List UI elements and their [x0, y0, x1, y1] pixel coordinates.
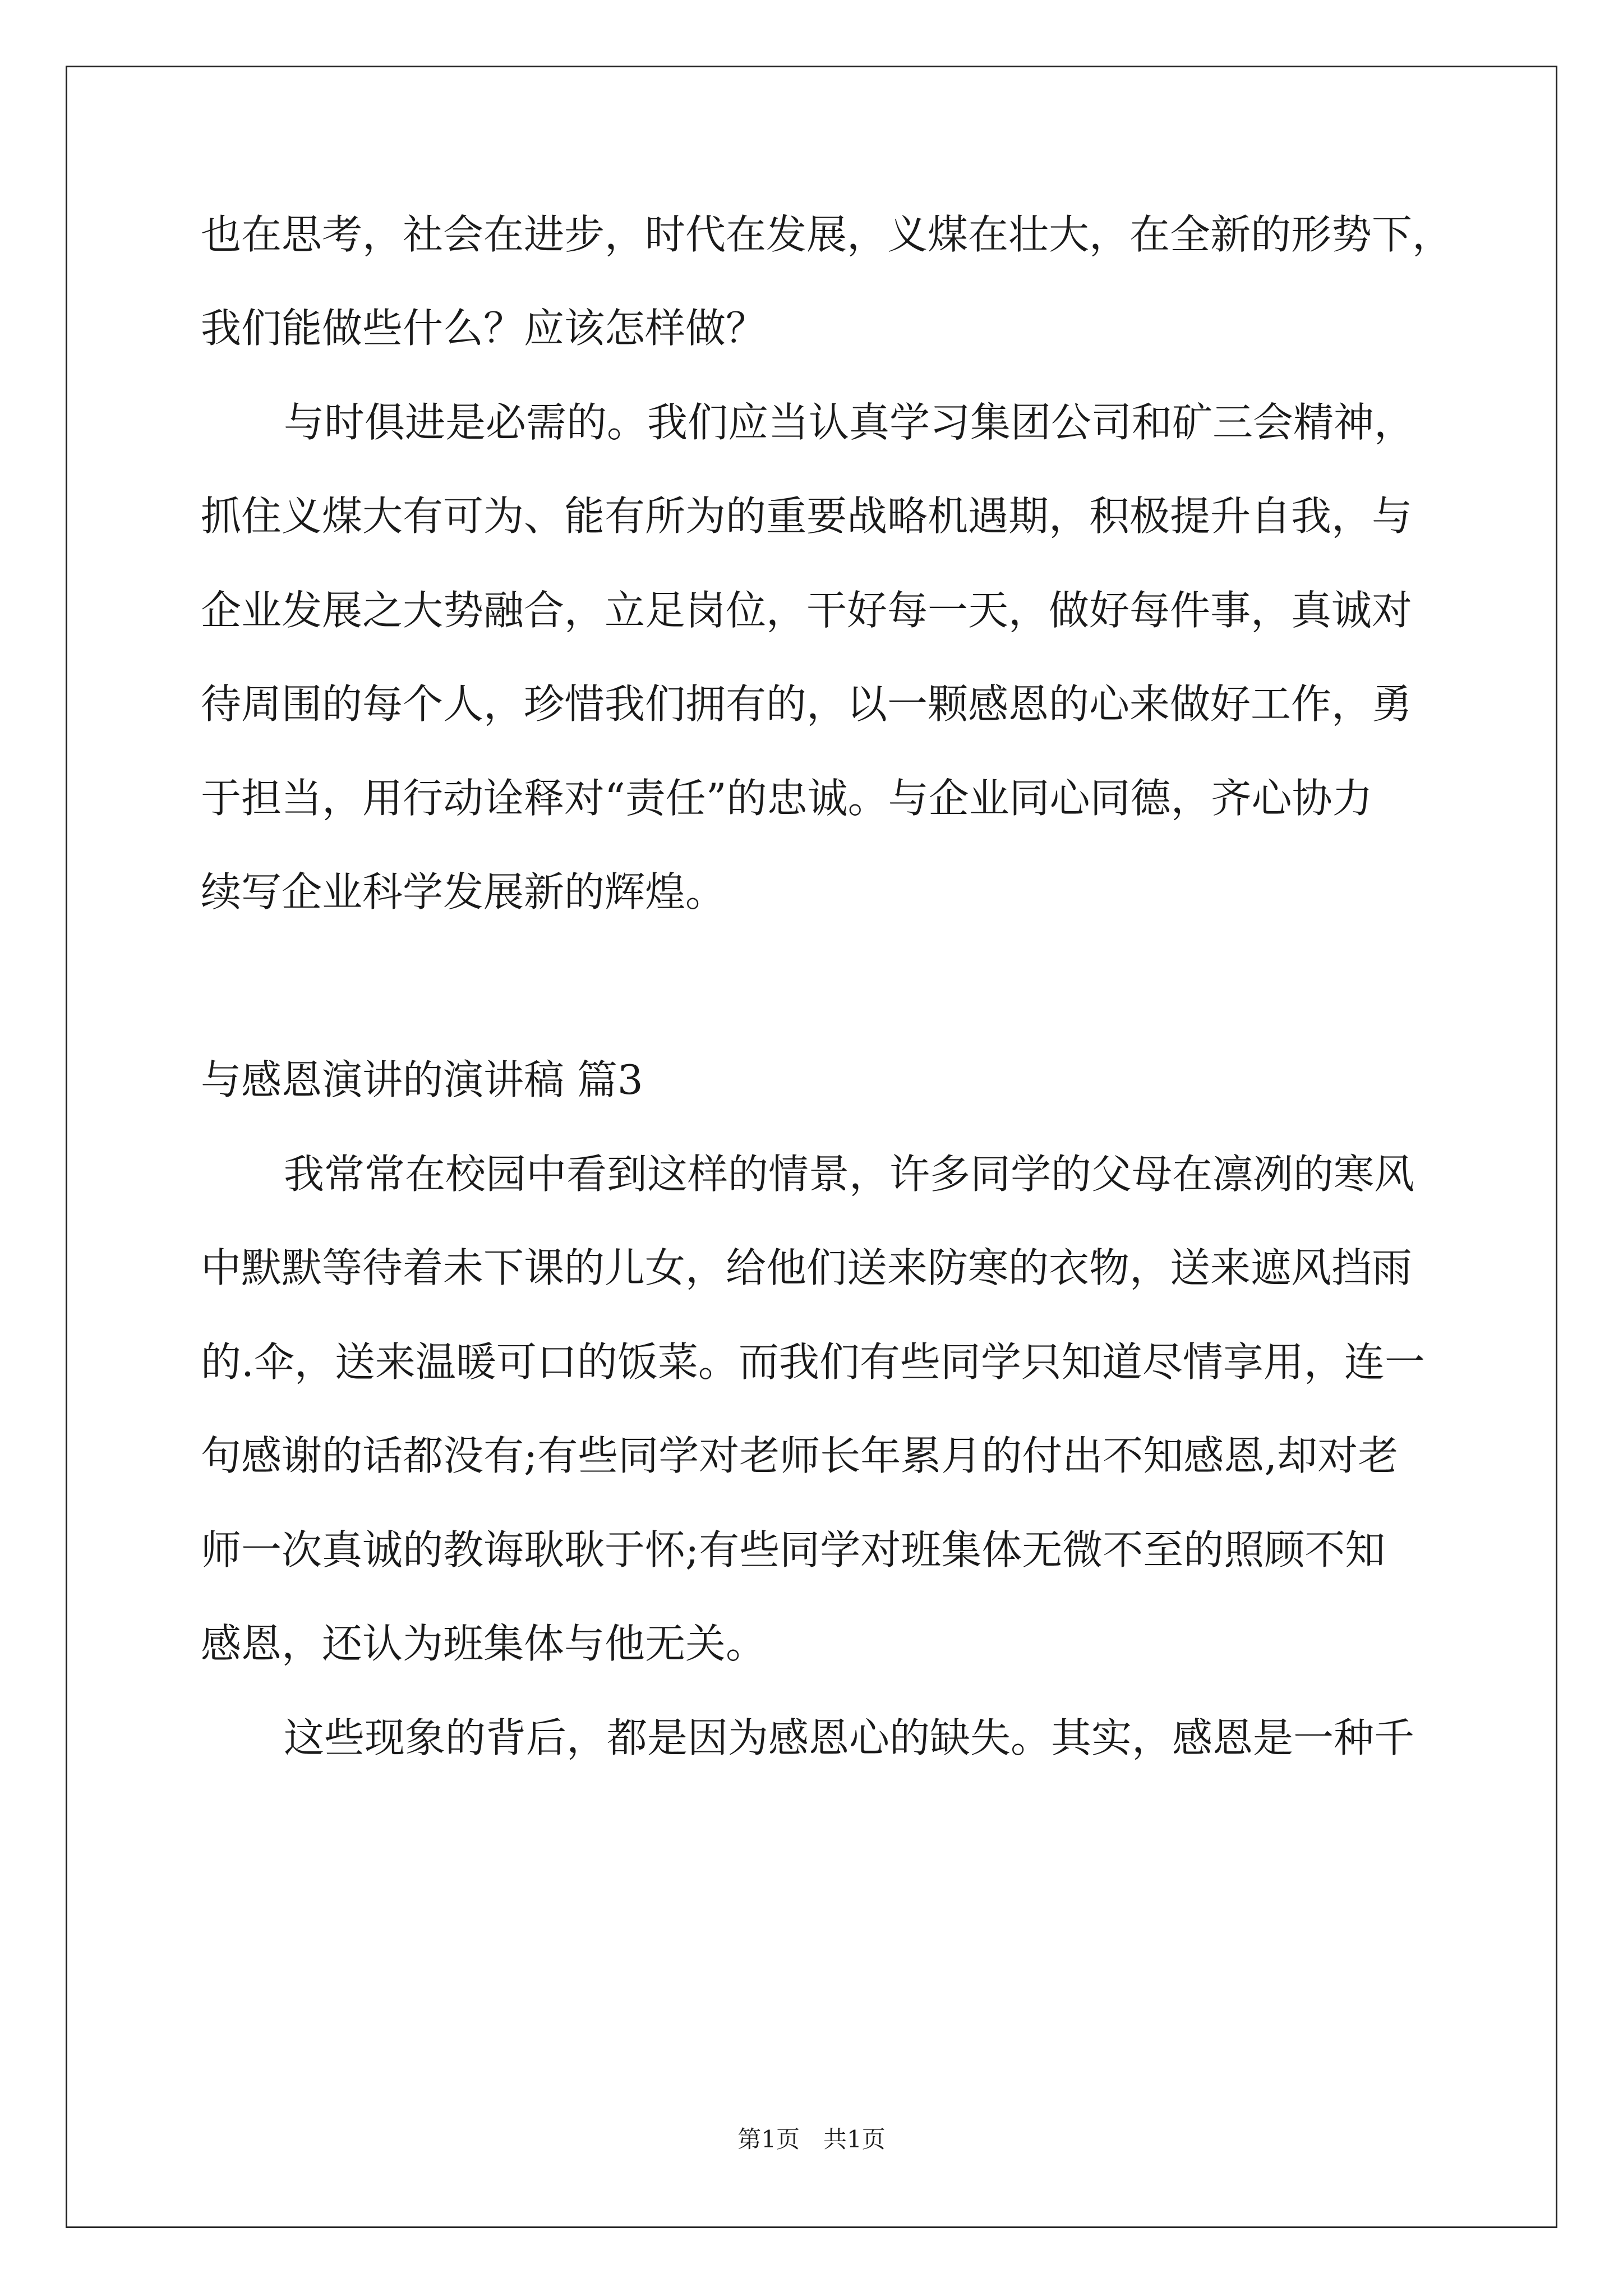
paragraph-4-line-1: 这些现象的背后，都是因为感恩心的缺失。其实，感恩是一种千 — [284, 1714, 1415, 1761]
paragraph-2-line-5: 于担当，用行动诠释对“责任”的忠诚。与企业同心同德，齐心协力 — [201, 775, 1373, 822]
section-heading: 与感恩演讲的演讲稿 篇3 — [201, 1056, 643, 1103]
paragraph-2-line-2: 抓住义煤大有可为、能有所为的重要战略机遇期，积极提升自我，与 — [201, 493, 1413, 540]
paragraph-3-line-5: 师一次真诚的教诲耿耿于怀;有些同学对班集体无微不至的照顾不知 — [201, 1526, 1386, 1573]
paragraph-2-line-3: 企业发展之大势融合，立足岗位，干好每一天，做好每件事，真诚对 — [201, 587, 1413, 634]
paragraph-3-line-3: 的.伞，送来温暖可口的饭菜。而我们有些同学只知道尽情享用，连一 — [201, 1338, 1425, 1386]
paragraph-2-line-6: 续写企业科学发展新的辉煌。 — [201, 868, 726, 915]
paragraph-3-line-1: 我常常在校园中看到这样的情景，许多同学的父母在凛冽的寒风 — [284, 1151, 1415, 1198]
paragraph-3-line-2: 中默默等待着未下课的儿女，给他们送来防寒的衣物，送来遮风挡雨 — [201, 1244, 1413, 1291]
paragraph-2-line-1: 与时俱进是必需的。我们应当认真学习集团公司和矿三会精神， — [284, 399, 1415, 446]
paragraph-1-line-2: 我们能做些什么？应该怎样做？ — [201, 305, 767, 352]
paragraph-3-line-6: 感恩，还认为班集体与他无关。 — [201, 1620, 767, 1667]
paragraph-2-line-4: 待周围的每个人，珍惜我们拥有的，以一颗感恩的心来做好工作，勇 — [201, 680, 1413, 728]
paragraph-3-line-4: 句感谢的话都没有;有些同学对老师长年累月的付出不知感恩,却对老 — [201, 1432, 1399, 1479]
page-footer: 第1页 共1页 — [737, 2125, 886, 2153]
paragraph-1-line-1: 也在思考，社会在进步，时代在发展，义煤在壮大，在全新的形势下， — [201, 211, 1453, 258]
